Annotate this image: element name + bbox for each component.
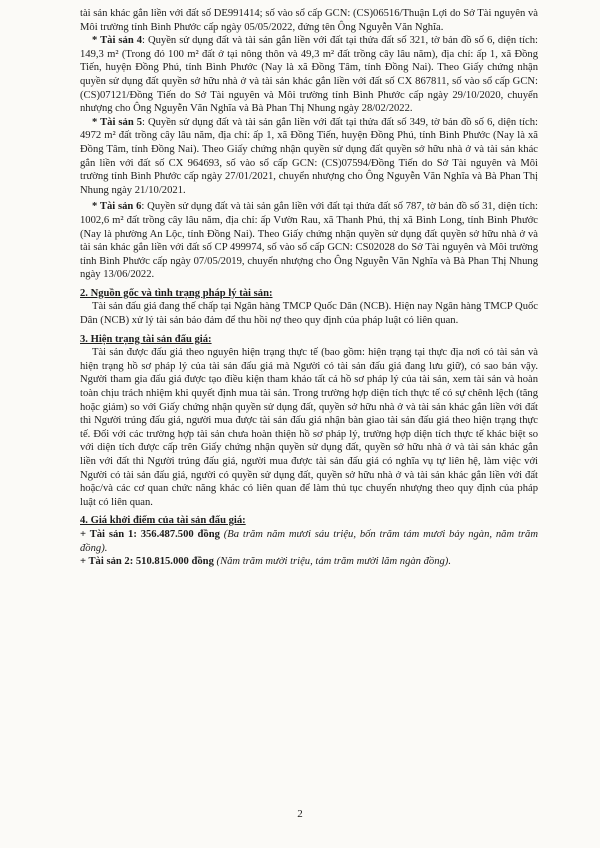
- price-asset-2: [80, 555, 538, 569]
- asset-5-label: * Tài sản 5: [92, 116, 143, 128]
- price-asset-1: [80, 528, 538, 555]
- asset-6-text: : Quyền sử dụng đất và tài sản gắn liền với đất tại thửa đất số 787, tờ bản đồ số 31, diện tích: 1002,6 m² đất trồng cây lâu năm, địa chỉ: ấp Vườn Rau, xã Thanh Phú, thị xã Bình Long, tỉnh Bình Phước (Nay là phường An Lộc, tỉnh Đồng Nai). Theo Giấy chứng nhận quyền sử dụng đất quyền sở hữu nhà ở và tài sản khác gắn liền với đất số CP 499974, số vào sổ cấp GCN: CS02028 do Sở Tài nguyên và Môi trường tỉnh Bình Phước cấp ngày 07/05/2019, chuyển nhượng cho Ông Nguyễn Văn Nghĩa và Bà Phan Thị Nhung ngày 13/06/2022.: [80, 201, 538, 281]
- asset-4-label: * Tài sản 4: [92, 35, 143, 47]
- section-2-body: Tài sản đấu giá đang thế chấp tại Ngân hàng TMCP Quốc Dân (NCB). Hiện nay Ngân hàng TMCP Quốc Dân (NCB) xử lý tài sản bảo đảm để thu hồi nợ theo quy định của pháp luật có liên quan.: [80, 301, 538, 327]
- page-number: 2: [297, 808, 303, 820]
- section-3-body: Tài sản được đấu giá theo nguyên hiện trạng thực tế (bao gồm: hiện trạng tại thực địa nơi có tài sản và hiện trạng hồ sơ pháp lý của tài sản đấu giá mà Người có tài sản đấu giá đang lưu giữ), có sao bản vậy. Người tham gia đấu giá được tạo điều kiện tham khảo tất cả hồ sơ pháp lý của tài sản, xem tài sản và hoàn toàn chịu trách nhiệm khi quyết định mua tài sản. Trong trường hợp diện tích thực tế có sự chênh lệch (tăng hoặc giảm) so với Giấy chứng nhận quyền sử dụng đất, quyền sở hữu nhà ở và tài sản khác gắn liền với đất thì Người trúng đấu giá, người mua được tài sản đấu giá nhận bàn giao tài sản đấu giá theo hiện trạng thực tế. Đối với các trường hợp tài sản chưa hoàn thiện hồ sơ pháp lý, trường hợp diện tích thực tế khác biệt so với diện tích được cấp trên Giấy chứng nhận quyền sử dụng đất, quyền sở hữu nhà ở và tài sản khác gắn liền với đất thì Người trúng đấu giá, người mua được tài sản đấu giá có nghĩa vụ tự liên hệ, làm việc với Người có tài sản đấu giá, người có quyền sử dụng đất, quyền sở hữu nhà ở và tài sản khác gắn liền với đất hoặc/và các cơ quan chức năng khác có liên quan để làm thủ tục chuyển nhượng theo quy định của pháp luật có liên quan.: [80, 347, 538, 508]
- price-asset-2-words: (Năm trăm mười triệu, tám trăm mười lăm ngàn đồng).: [213, 556, 451, 568]
- asset-6-label: * Tài sản 6: [92, 201, 142, 213]
- assets-intro-paragraph: tài sản khác gắn liền với đất số DE991414; số vào sổ cấp GCN: (CS)06516/Thuận Lợi do Sở Tài nguyên và Môi trường tỉnh Bình Phước cấp ngày 05/05/2022, đứng tên Ông Nguyễn Văn Nghĩa.: [80, 8, 538, 33]
- price-asset-1-label: + Tài sản 1: 356.487.500 đồng: [80, 528, 220, 540]
- price-asset-1-words: (Ba trăm năm mươi sáu triệu, bốn trăm tám mươi bảy ngàn, năm trăm đồng).: [80, 528, 538, 554]
- asset-5-text: : Quyền sử dụng đất và tài sản gắn liền với đất tại thửa đất số 349, tờ bản đồ số 6, diện tích: 4972 m² đất trồng cây lâu năm, địa chỉ: ấp 1, xã Đồng Tiến, huyện Đồng Phú, tỉnh Bình Phước (Nay là xã Đồng Tâm, tỉnh Đồng Nai). Theo Giấy chứng nhận quyền sử dụng đất quyền sở hữu nhà ở và tài sản khác gắn liền với đất số CX 964693, số vào sổ cấp GCN: (CS)07594/Đồng Tiến do Sở Tài nguyên và Môi trường tỉnh Bình Phước cấp ngày 27/01/2021, chuyển nhượng cho Ông Nguyễn Văn Nghĩa và Bà Phan Thị Nhung ngày 21/10/2021.: [80, 116, 538, 196]
- section-2-heading: 2. Nguồn gốc và tình trạng pháp lý tài sản:: [80, 287, 273, 299]
- asset-5-paragraph: [80, 116, 538, 198]
- price-asset-2-label: + Tài sản 2: 510.815.000 đồng: [80, 556, 214, 568]
- asset-4-paragraph: [80, 34, 538, 116]
- section-3-heading: 3. Hiện trạng tài sản đấu giá:: [80, 333, 212, 345]
- section-4-heading: 4. Giá khởi điểm của tài sản đấu giá:: [80, 515, 246, 527]
- asset-6-paragraph: [80, 200, 538, 282]
- asset-4-text: : Quyền sử dụng đất và tài sản gắn liền với đất tại thửa đất số 321, tờ bản đồ số 6, diện tích: 149,3 m² (Trong đó 100 m² đất ở tại nông thôn và 49,3 m² đất trồng cây lâu năm), địa chỉ: ấp 1, xã Đồng Tiến, huyện Đồng Phú, tỉnh Bình Phước (Nay là xã Đồng Tâm, tỉnh Đồng Nai). Theo Giấy chứng nhận quyền sử dụng đất quyền sở hữu nhà ở và tài sản khác gắn liền với đất số CX 867811, số vào sổ cấp GCN: (CS)07121/Đồng Tiến do Sở Tài nguyên và Môi trường tỉnh Bình Phước cấp ngày 29/10/2020, chuyển nhượng cho Ông Nguyễn Văn Nghĩa và Bà Phan Thị Nhung ngày 28/02/2022.: [80, 35, 538, 115]
